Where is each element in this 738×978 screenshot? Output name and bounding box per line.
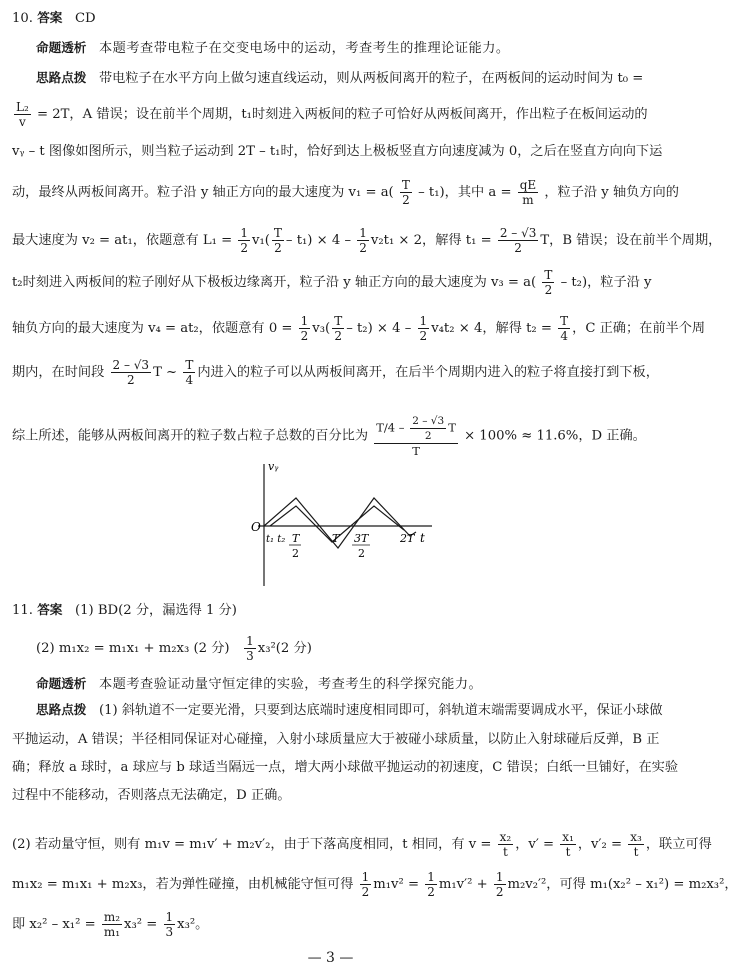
frac-den: 2 (126, 373, 135, 387)
q10-text: ，粒子沿 y 轴负方向的 (544, 185, 679, 200)
frac-den: 2 (402, 193, 410, 207)
q11-number: 11. (12, 603, 33, 618)
q10-text: 综上所述，能够从两板间离开的粒子数占粒子总数的百分比为 (12, 428, 369, 444)
q11-part2-line2 (12, 870, 738, 899)
compound-fraction (374, 414, 458, 458)
frac-num: qE (519, 178, 537, 192)
y-label: vᵧ (268, 460, 279, 473)
q11-part2-line3 (12, 910, 652, 939)
fraction (183, 358, 195, 387)
page-number: — 3 — (307, 950, 354, 966)
q10-line3 (12, 142, 663, 162)
q11-text: x₃²。 (177, 917, 209, 932)
fraction (498, 226, 539, 255)
frac-num: 1 (240, 226, 249, 240)
frac-den: 4 (560, 329, 568, 343)
vy-t-graph (248, 458, 438, 590)
frac-num: T (544, 268, 553, 282)
q11-hint-line3 (12, 758, 679, 778)
frac-den: 2 (427, 885, 435, 899)
fraction (332, 314, 344, 343)
fraction (400, 178, 412, 207)
frac-num: 1 (427, 870, 435, 884)
q10-text: T ~ (153, 365, 178, 380)
frac-den: 2 (334, 329, 343, 343)
q10-text: v₁( (252, 233, 270, 248)
q11-text: m₁x₂ = m₁x₁ + m₂x₃，若为弹性碰撞，由机械能守恒可得 (12, 877, 354, 892)
fraction (238, 226, 250, 255)
q11-text: 即 x₂² – x₁² = (12, 917, 96, 932)
q11-text: ，v′ = (515, 837, 555, 852)
q10-text: 最大速度为 v₂ = at₁，依题意有 L₁ = (12, 233, 233, 248)
fraction (425, 870, 437, 899)
fraction (494, 870, 506, 899)
tick-2T: 2T (400, 532, 415, 545)
fraction (418, 314, 430, 343)
q11-text: ，联立可得 (645, 837, 712, 852)
frac-num: 1 (419, 314, 428, 328)
frac-den: 2 (495, 885, 504, 899)
q11-text: x₃² = (124, 917, 158, 932)
frac-den: 2 (240, 241, 249, 255)
fraction (102, 910, 122, 939)
q11-text: 确；释放 a 球时，a 球应与 b 球适当隔远一点，增大两小球做平抛运动的初速度，C 错误；白纸一旦铺好，在实验 (12, 760, 679, 775)
frac-num: m₂ (103, 910, 121, 924)
frac-den: 2 (514, 241, 522, 255)
frac-num: T (401, 178, 410, 192)
frac-den: t (503, 845, 508, 859)
q11-text: 过程中不能移动，否则落点无法确定，D 正确。 (12, 788, 291, 803)
q10-line6 (12, 268, 652, 297)
q10-hint-label: 思路点拨 (36, 70, 87, 85)
frac-den: 3 (246, 649, 254, 663)
fraction (360, 870, 372, 899)
tick-t1t2: t₁ t₂ (266, 534, 286, 545)
frac-num: 2 – √3 (412, 415, 445, 427)
q11-answer-label: 答案 (37, 602, 63, 617)
frac-num: 1 (246, 634, 254, 648)
frac-num: x₁ (562, 830, 574, 844)
frac-num-part: T (448, 420, 456, 435)
q11-text: m₁v′² + (438, 877, 488, 892)
frac-num: 2 – √3 (499, 226, 537, 240)
q10-intent-label: 命题透析 (36, 40, 87, 55)
q10-text: t₂时刻进入两板间的粒子刚好从下极板边缘离开，粒子沿 y 轴正方向的最大速度为 v₃ = a( (12, 275, 537, 290)
fraction (14, 100, 31, 129)
frac-den: 2 (544, 283, 553, 297)
frac-den: T (412, 444, 420, 458)
frac-den: 2 (300, 329, 309, 343)
q11-text: x₃²(2 分) (257, 641, 312, 656)
frac-den: t (565, 845, 571, 859)
q10-line4 (12, 178, 679, 207)
t-label: t (420, 531, 425, 545)
q10-text: 动，最终从两板间离开。粒子沿 y 轴正方向的最大速度为 v₁ = a( (12, 185, 394, 200)
fraction (244, 634, 256, 663)
q11-hint-label: 思路点拨 (36, 702, 87, 717)
q10-text: v₃( (312, 321, 331, 336)
frac-den: 2 (419, 329, 428, 343)
frac-num: T (334, 314, 343, 328)
frac-num: T (185, 358, 194, 372)
frac-num: 1 (300, 314, 309, 328)
tick-3half-num: 3T (354, 532, 369, 545)
q10-text: 内进入的粒子可以从两板间离开，在后半个周期内进入的粒子将直接打到下板， (197, 365, 659, 380)
q10-text: × 100% ≈ 11.6%，D 正确。 (464, 428, 646, 444)
frac-num: x₂ (499, 830, 512, 844)
q10-text: v₄t₂ × 4，解得 t₂ = (431, 321, 552, 336)
q10-line2 (12, 100, 652, 129)
frac-den: v (19, 115, 26, 129)
q11-answer-line (12, 600, 652, 621)
q10-intent-text: 本题考查带电粒子在交变电场中的运动，考查考生的推理论证能力。 (98, 41, 510, 56)
q10-text: 轴负方向的最大速度为 v₄ = at₂，依题意有 0 = (12, 321, 293, 336)
tick-half-den: 2 (292, 547, 299, 560)
frac-num-part: T/4 – (376, 420, 405, 435)
q10-text: v₂t₁ × 2，解得 t₁ = (370, 233, 492, 248)
frac-num: 1 (361, 870, 370, 884)
q10-answer-label: 答案 (37, 10, 63, 25)
fraction (357, 226, 369, 255)
q10-line5 (12, 226, 722, 255)
q10-answer-line (12, 8, 652, 29)
tick-half-num: T (292, 532, 300, 545)
q10-intent (36, 38, 652, 59)
q10-text: T，B 错误；设在前半个周期， (540, 233, 722, 248)
frac-den: 2 (424, 430, 432, 442)
q11-text: (2) 若动量守恒，则有 m₁v = m₁v′ + m₂v′₂，由于下落高度相同，t 相同，有 v = (12, 837, 492, 852)
q11-part2-line1 (12, 830, 712, 859)
q11-intent-label: 命题透析 (36, 676, 87, 691)
frac-num: T (560, 314, 569, 328)
fraction (542, 268, 554, 297)
q11-hint-line4 (12, 786, 652, 806)
q11-text: m₁v² = (373, 877, 420, 892)
q10-text: – t₂) × 4 – (346, 321, 412, 336)
frac-num: x₃ (630, 830, 642, 844)
fraction (410, 414, 446, 443)
tick-T: T (332, 532, 340, 545)
origin-label: O (251, 520, 261, 534)
frac-num: 1 (359, 226, 367, 240)
fraction (111, 358, 152, 387)
q10-text: = 2T，A 错误；设在前半个周期，t₁时刻进入两板间的粒子可恰好从两板间离开，作出粒子在板间运动的 (36, 107, 648, 122)
fraction (558, 314, 570, 343)
q11-hint-line2 (12, 730, 660, 750)
frac-num: 1 (165, 910, 174, 924)
frac-num: 2 – √3 (112, 358, 150, 372)
q10-text: 带电粒子在水平方向上做匀速直线运动，则从两板间离开的粒子，在两板间的运动时间为 t₀ = (98, 71, 644, 86)
q10-line7 (12, 314, 706, 343)
frac-den: 2 (274, 241, 282, 255)
frac-den: m₁ (103, 925, 121, 939)
frac-num (374, 414, 458, 444)
q11-intent (36, 674, 652, 695)
fraction (560, 830, 576, 859)
fraction (299, 314, 311, 343)
q11-text: 平抛运动，A 错误；半径相同保证对心碰撞，入射小球质量应大于被碰小球质量，以防止入射球碰后反弹，B 正 (12, 732, 660, 747)
frac-den: 3 (165, 925, 174, 939)
q10-text: – t₁) × 4 – (285, 233, 352, 248)
q10-text: – t₁)，其中 a = (418, 185, 512, 200)
tick-3half-den: 2 (358, 547, 365, 560)
q10-answer: CD (74, 11, 96, 26)
fraction (272, 226, 284, 255)
q11-answer-2 (36, 634, 652, 663)
q10-text: – t₂)，粒子沿 y (560, 275, 652, 290)
q11-text: (2) m₁x₂ = m₁x₁ + m₂x₃ (2 分) (36, 641, 230, 656)
q10-line8 (12, 358, 659, 387)
frac-den: m (522, 193, 534, 207)
fraction (518, 178, 538, 207)
frac-den: 4 (185, 373, 194, 387)
q10-text: 期内，在时间段 (12, 365, 105, 380)
q11-hint-line1 (36, 700, 663, 721)
frac-den: t (633, 845, 639, 859)
q11-text: m₂v₂′²，可得 m₁(x₂² – x₁²) = m₂x₃²， (507, 877, 738, 892)
q11-intent-text: 本题考查验证动量守恒定律的实验，考查考生的科学探究能力。 (98, 677, 483, 692)
fraction (628, 830, 644, 859)
q10-text: ，C 正确；在前半个周 (572, 321, 706, 336)
q10-hint-line1 (36, 68, 652, 89)
frac-num: 1 (495, 870, 504, 884)
fraction (164, 910, 176, 939)
frac-num: L₂ (16, 100, 29, 114)
q11-answer-1: (1) BD(2 分，漏选得 1 分) (74, 603, 237, 618)
q11-text: (1) 斜轨道不一定要光滑，只要到达底端时速度相同即可，斜轨道末端需要调成水平，保证小球做 (98, 703, 663, 718)
frac-num: T (273, 226, 282, 240)
vy-curve-outer (264, 498, 416, 548)
fraction (498, 830, 514, 859)
q10-number: 10. (12, 11, 33, 26)
q10-text: vᵧ – t 图像如图所示，则当粒子运动到 2T – t₁时，恰好到达上极板竖直方向速度减为 0，之后在竖直方向向下运 (12, 144, 663, 159)
frac-den: 2 (361, 885, 370, 899)
q10-line9 (12, 414, 652, 458)
q11-text: ，v′₂ = (577, 837, 623, 852)
frac-den: 2 (359, 241, 367, 255)
